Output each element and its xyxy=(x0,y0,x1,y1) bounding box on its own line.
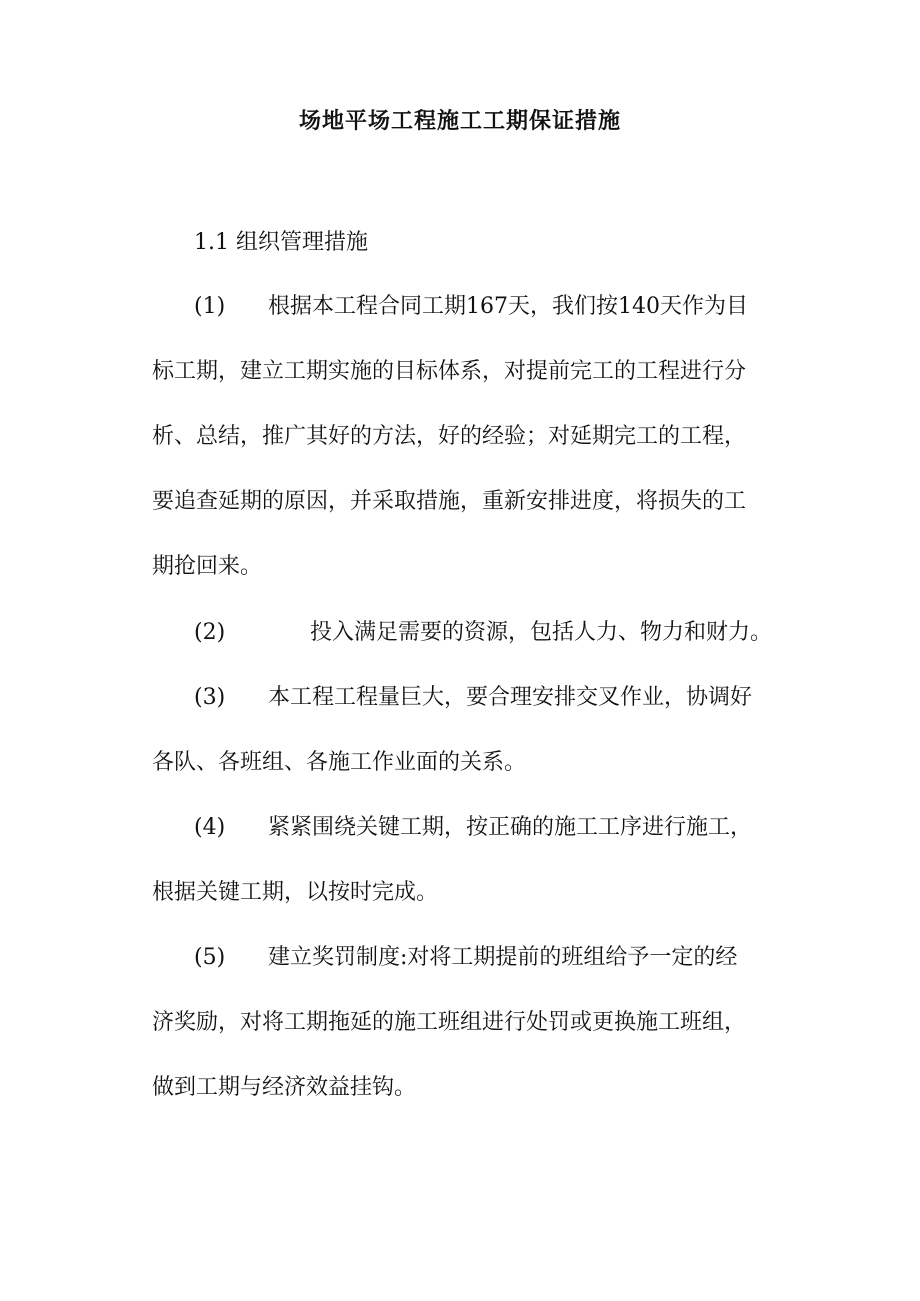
item-number: (4) xyxy=(194,815,226,840)
paragraph-line: 标工期，建立工期实施的目标体系，对提前完工的工程进行分 xyxy=(152,359,747,384)
paragraph-line: 根据本工程合同工期167天，我们按140天作为目 xyxy=(268,294,748,319)
paragraph-line: 济奖励，对将工期拖延的施工班组进行处罚或更换施工班组， xyxy=(152,1010,747,1035)
paragraph-line: 期抢回来。 xyxy=(152,554,263,579)
paragraph-line: 本工程工程量巨大，要合理安排交叉作业，协调好 xyxy=(268,685,753,710)
paragraph-line: 做到工期与经济效益挂钩。 xyxy=(152,1075,417,1100)
paragraph-line: 析、总结，推广其好的方法，好的经验；对延期完工的工程， xyxy=(152,424,747,449)
section-heading: 1.1 组织管理措施 xyxy=(194,230,368,255)
paragraph-line: 要追查延期的原因，并采取措施，重新安排进度，将损失的工 xyxy=(152,489,747,514)
paragraph-line: 投入满足需要的资源，包括人力、物力和财力。 xyxy=(310,620,773,645)
paragraph-line: 根据关键工期，以按时完成。 xyxy=(152,880,439,905)
paragraph-line: 各队、各班组、各施工作业面的关系。 xyxy=(152,750,527,775)
item-number: (2) xyxy=(194,620,226,645)
item-number: (3) xyxy=(194,685,226,710)
item-number: (1) xyxy=(194,294,226,319)
paragraph-line: 建立奖罚制度:对将工期提前的班组给予一定的经 xyxy=(268,945,738,970)
paragraph-line: 紧紧围绕关键工期，按正确的施工工序进行施工， xyxy=(268,815,753,840)
item-number: (5) xyxy=(194,945,226,970)
document-title: 场地平场工程施工工期保证措施 xyxy=(298,108,621,134)
